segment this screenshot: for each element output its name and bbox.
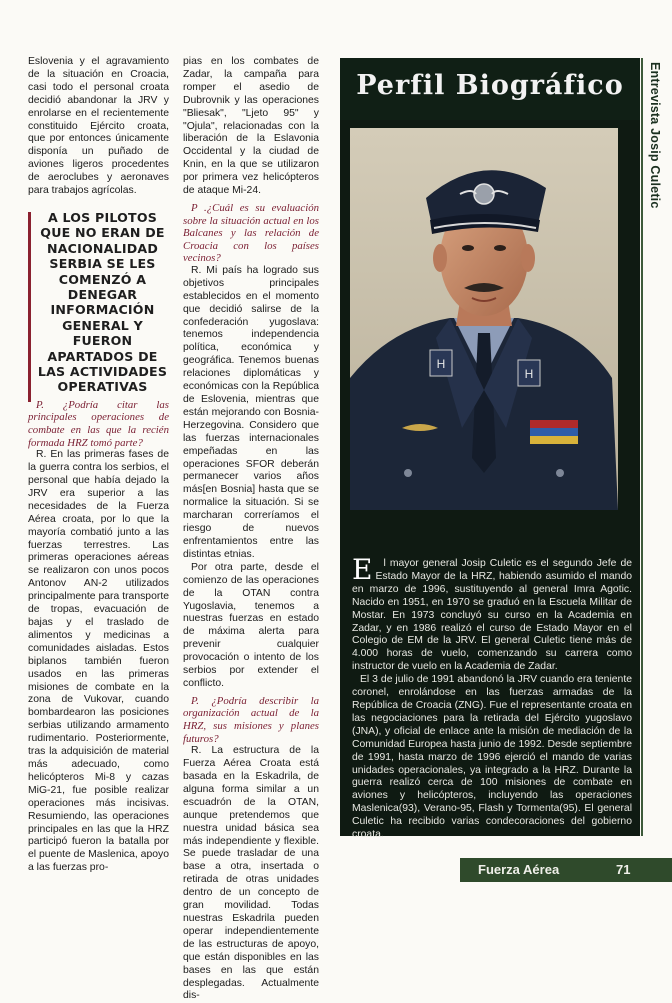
biography-paragraph-1-text: l mayor general Josip Culetic es el segundo Jefe de Estado Mayor de la HRZ, habiendo asumido el mando en marzo de 1996, sustituyendo al general Imra Agotic. Nacido en 1951, en 1970 se graduó en la Escuela Militar de Mostar. En 1973 concluyó su curso en la Academia en Zadar, y en 1986 realizó el curso de Estado Mayor en el Colegio de EM de la JRV. El general Culetic tiene más de 4.000 horas de vuelo, comenzando su carrera como instructor de vuelo en la Academia de Zadar. [352,558,632,673]
interview-question: P .¿Cuál es su evaluación sobre la situación actual en los Balcanes y las relación de Croacia con los países vecinos? [183,201,319,265]
page-number: 71 [616,862,631,877]
section-side-tab [645,58,667,260]
side-tab-label: Entrevista Josip Culetic [648,62,662,209]
profile-header [340,58,640,120]
general-portrait-illustration [350,128,618,510]
interview-answer: R. En las primeras fases de la guerra contra los serbios, el personal que había dejado la JRV era superior a las necesidades de la Fuerza Aérea croata, por lo que la mayoría combatió junto a las fuerzas terrestres. Las primeras operaciones aéreas se realizaron con unos pocos Antonov AN-2 utilizados principalmente para transporte de tropas, evacuación de bajas y el traslado de alimentos y medicinas a comunidades aisladas. Estos biplanos también fueron usados en las primeras misiones de combate en la zona de Vukovar, cuando bombardearon las posiciones serbias utilizando armamento rudimentario. Posteriormente, tras la adquisición de material más adecuado, como helicópteros Mi-8 y cazas MiG-21, fue posible realizar operaciones más incisivas. Resumiendo, las operaciones principales en las que la HRZ participó fueron la batalla por el puente de Maslenica, apoyo a las fuerzas pro- [28,449,169,874]
profile-title: Perfil Biográfico [356,70,624,101]
magazine-name: Fuerza Aérea [478,862,560,877]
interview-question: P. ¿Podría citar las principales operaciones de combate en las que la recién formada HRZ tomó parte? [28,398,169,449]
interview-question: P. ¿Podría describir la organización actual de la HRZ, sus misiones y planes futuros? [183,694,319,745]
interview-answer: Por otra parte, desde el comienzo de las operaciones de la OTAN contra Yugoslavia, tenemos a nuestras fuerzas en estado de máxima alerta para prevenir cualquier provocación o intento de los serbios por extender el conflicto. [183,561,319,689]
biography-paragraph-2: El 3 de julio de 1991 abandonó la JRV cuando era teniente coronel, enrolándose en las fuerzas armadas de la República de Croacia (ZNG). Fue el representante croata en las negociaciones para la retirada del Ejército yugoslavo (JNA), y oficial de enlace ante la misión de mediación de la Comunidad Europea hasta junio de 1992. Desde septiembre de 1991, hasta marzo de 1996 ejerció el mando de varias unidades operacionales, ya integrado a la HRZ. Durante la guerra realizó cerca de 100 misiones de combate en aviones y helicópteros, incluyendo las operaciones Maslenica(93), Verano-95, Flash y Tormenta(95). El general Culetic ha recibido varias condecoraciones del gobierno croata. [352,674,632,841]
interview-answer: R. Mi país ha logrado sus objetivos principales establecidos en el momento que decidió salirse de la confederación yugoslava: tenemos independencia política, económica y geográfica. Tenemos buenas relaciones diplomáticas y económicas con la República de Eslovenia, mientras que están mejorando con Bosnia-Herzegovina. Considero que las fuerzas internacionales empeñadas en las operaciones SFOR deberán permanecer varios años más[en Bosnia] hasta que se normalice la situación. Si se marcharan correríamos el riesgo de nuevos enfrentamientos entre las distintas etnias. [183,264,319,560]
column1-intro: Eslovenia y el agravamiento de la situación en Croacia, casi todo el personal croata decidió abandonar la JRV y enrolarse en el recientemente constituido Ejército croata, que por entonces únicamente disponía un puñado de aviones ligeros procedentes de aeroclubes y aeronaves para trabajos agrícolas. [28,56,169,197]
pull-quote-text: A LOS PILOTOS QUE NO ERAN DE NACIONALIDAD SERBIA SE LES COMENZÓ A DENEGAR INFORMACIÓN GENERAL Y FUERON APARTADOS DE LAS ACTIVIDADES OPERATIVAS [37,209,168,395]
article-column-2 [183,56,319,1003]
biography-paragraph-1 [352,553,632,674]
column2-intro: pias en los combates de Zadar, la campaña para romper el asedio de Dubrovnik y las operaciones "Bliesak", "Ljeto 95" y "Ojula", relacionadas con la liberación de la Eslavonia Occidental y la ciudad de Knin, en la que se utilizaron por primera vez helicópteros de ataque Mi-24. [183,56,319,197]
side-rule [641,58,643,836]
svg-text:H: H [524,367,534,381]
pull-quote-bar [28,212,31,402]
portrait-photo [350,128,618,510]
article-column-1 [28,56,169,875]
interview-answer: R. La estructura de la Fuerza Aérea Croata está basada en la Eskadrila, de alguna forma similar a un escuadrón de la OTAN, aunque pretendemos que nuestra unidad básica sea más independiente y flexible. Se puede trasladar de una base a otra, insertada o retirada de otras unidades dentro de un concepto de gran movilidad. Todas nuestras Eskadrila pueden operar independientemente de las estructuras de apoyo, que están disponibles en las bases en las que están desplegadas. Actualmente dis- [183,745,319,1002]
svg-text:H: H [436,357,446,371]
profile-biography [352,553,632,842]
pull-quote [28,210,169,395]
drop-cap: E [352,553,373,586]
page-footer [460,858,672,882]
